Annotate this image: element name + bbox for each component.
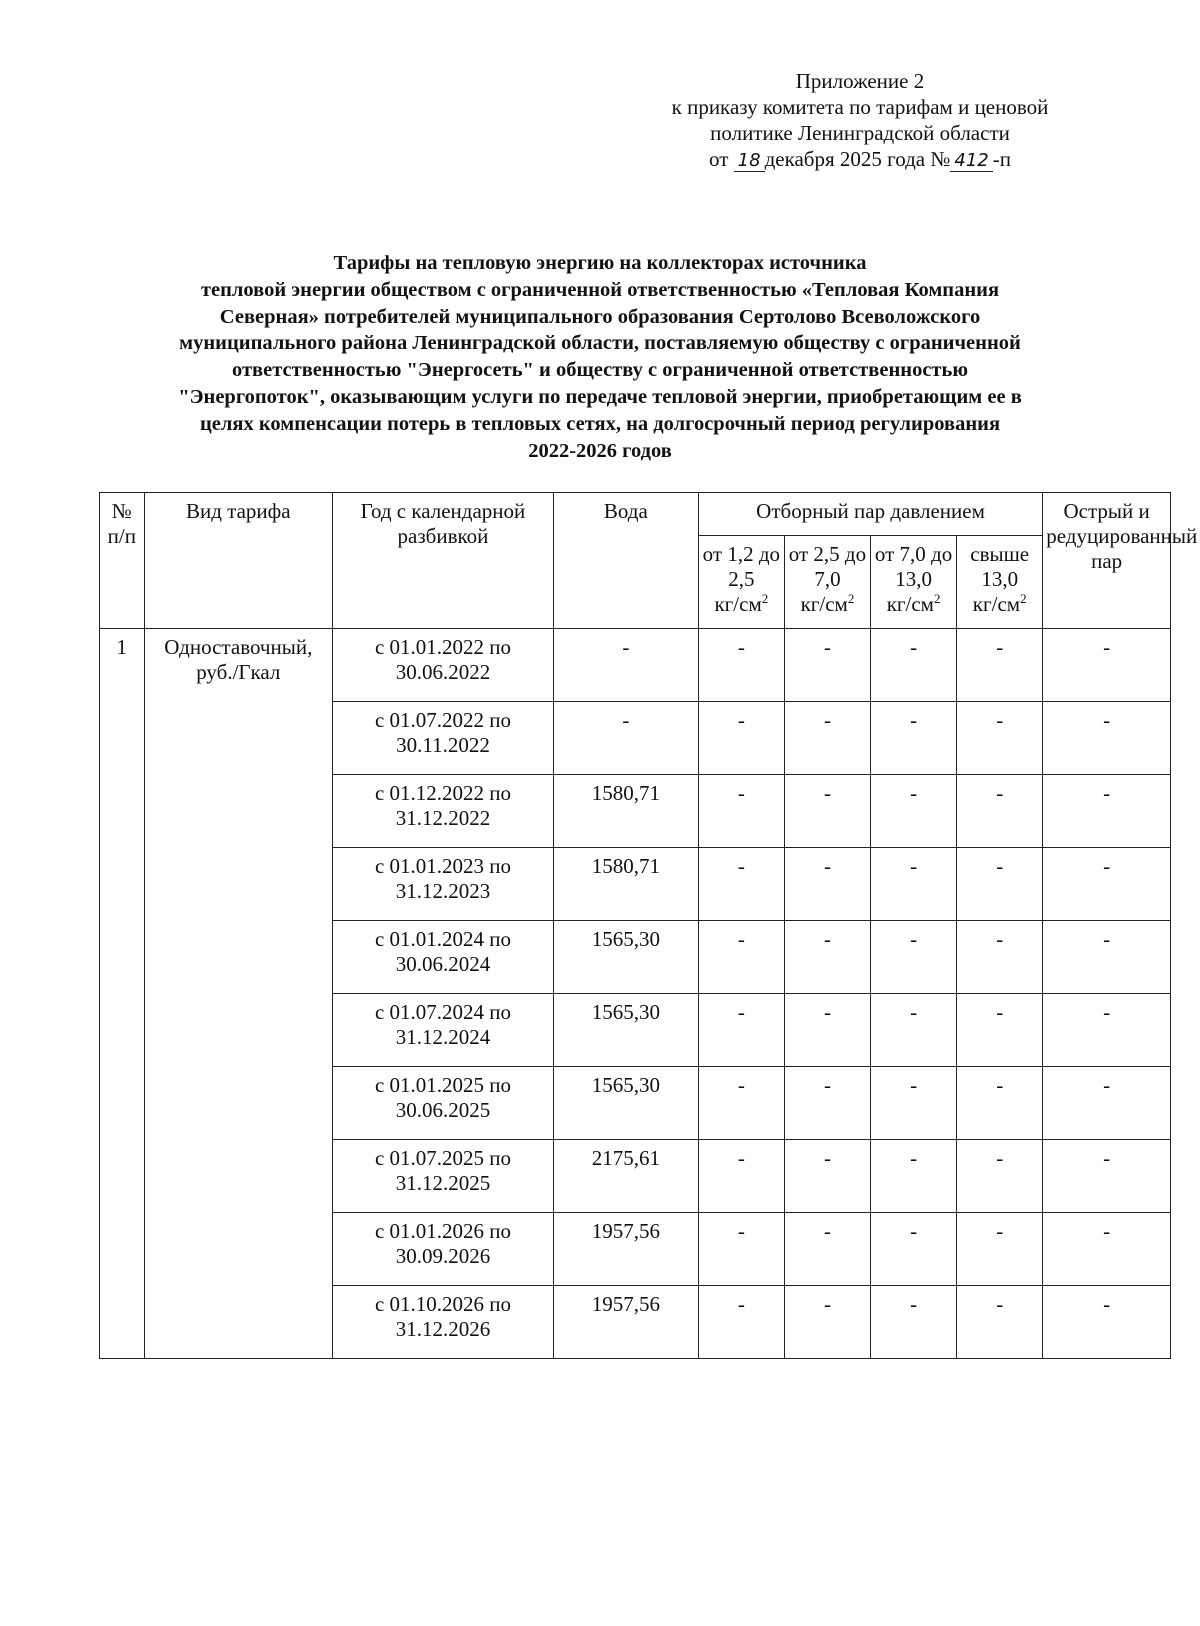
appendix-line-3: политике Ленинградской области bbox=[710, 121, 1010, 145]
row-p3: - bbox=[871, 1067, 957, 1140]
tariff-table bbox=[99, 492, 1198, 1359]
appendix-line-1: Приложение 2 bbox=[795, 69, 925, 93]
handwritten-day: 18 bbox=[734, 151, 765, 172]
order-suffix: -п bbox=[992, 147, 1011, 171]
row-p4: - bbox=[957, 1286, 1043, 1359]
row-p4: - bbox=[957, 994, 1043, 1067]
row-p3: - bbox=[871, 994, 957, 1067]
header-pressure-2 bbox=[784, 536, 870, 629]
row-period: с 01.01.2023 по 31.12.2023 bbox=[333, 848, 554, 921]
appendix-date-line bbox=[600, 146, 1120, 172]
header-pressure-4-unit-exp: 2 bbox=[1020, 591, 1027, 606]
row-water: 1580,71 bbox=[553, 775, 698, 848]
header-sharp-steam: Острый и редуцированный пар bbox=[1043, 493, 1171, 629]
row-p1: - bbox=[698, 775, 784, 848]
header-pressure-3-unit: кг/см bbox=[886, 592, 934, 616]
title-line-8: 2022-2026 годов bbox=[528, 439, 672, 462]
title-line-5: ответственностью "Энергосеть" и обществу с ограниченной ответственностью bbox=[231, 359, 969, 382]
row-period: с 01.01.2024 по 30.06.2024 bbox=[333, 921, 554, 994]
row-sharp: - bbox=[1043, 775, 1171, 848]
row-water: 1565,30 bbox=[553, 994, 698, 1067]
group-tariff-type: Одноставочный, руб./Гкал bbox=[144, 629, 332, 1359]
row-sharp: - bbox=[1043, 848, 1171, 921]
header-num bbox=[100, 493, 145, 629]
header-period: Год с календарной разбивкой bbox=[333, 493, 554, 629]
row-period: с 01.07.2024 по 31.12.2024 bbox=[333, 994, 554, 1067]
header-pressure-3-unit-exp: 2 bbox=[933, 591, 941, 606]
header-pressure-1-range: от 1,2 до 2,5 bbox=[702, 542, 781, 591]
appendix-line-2: к приказу комитета по тарифам и ценовой bbox=[671, 95, 1049, 119]
row-p1: - bbox=[698, 1140, 784, 1213]
row-p4: - bbox=[957, 629, 1043, 702]
document-title bbox=[80, 250, 1120, 464]
row-sharp: - bbox=[1043, 1067, 1171, 1140]
header-pressure-2-unit-exp: 2 bbox=[847, 591, 855, 606]
row-p1: - bbox=[698, 994, 784, 1067]
date-prefix: от bbox=[709, 147, 729, 171]
row-p1: - bbox=[698, 1213, 784, 1286]
header-pressure-4 bbox=[957, 536, 1043, 629]
row-water: 1580,71 bbox=[553, 848, 698, 921]
row-p1: - bbox=[698, 629, 784, 702]
row-water: 2175,61 bbox=[553, 1140, 698, 1213]
row-p2: - bbox=[784, 775, 870, 848]
table-row bbox=[100, 629, 1171, 702]
row-p4: - bbox=[957, 1140, 1043, 1213]
row-p2: - bbox=[784, 702, 870, 775]
row-p1: - bbox=[698, 702, 784, 775]
title-line-1: Тарифы на тепловую энергию на коллекторах источника bbox=[333, 252, 867, 274]
header-pressure-2-unit: кг/см bbox=[800, 592, 848, 616]
header-pressure-1-unit: кг/см bbox=[714, 592, 762, 616]
row-p4: - bbox=[957, 1067, 1043, 1140]
row-p3: - bbox=[871, 1140, 957, 1213]
date-middle: декабря 2025 года № bbox=[764, 147, 951, 171]
header-num-line-2: п/п bbox=[107, 524, 136, 548]
row-p2: - bbox=[784, 629, 870, 702]
row-water: 1565,30 bbox=[553, 1067, 698, 1140]
row-sharp: - bbox=[1043, 702, 1171, 775]
row-p3: - bbox=[871, 629, 957, 702]
row-period: с 01.10.2026 по 31.12.2026 bbox=[333, 1286, 554, 1359]
row-period: с 01.01.2022 по 30.06.2022 bbox=[333, 629, 554, 702]
row-p2: - bbox=[784, 1140, 870, 1213]
row-period: с 01.07.2025 по 31.12.2025 bbox=[333, 1140, 554, 1213]
row-p4: - bbox=[957, 775, 1043, 848]
row-p2: - bbox=[784, 848, 870, 921]
row-p3: - bbox=[871, 848, 957, 921]
title-line-4: муниципального района Ленинградской области, поставляемую обществу с ограниченной bbox=[179, 332, 1021, 355]
row-p1: - bbox=[698, 1067, 784, 1140]
row-sharp: - bbox=[1043, 629, 1171, 702]
row-p4: - bbox=[957, 702, 1043, 775]
row-water: 1565,30 bbox=[553, 921, 698, 994]
row-period: с 01.12.2022 по 31.12.2022 bbox=[333, 775, 554, 848]
row-water: 1957,56 bbox=[553, 1213, 698, 1286]
title-line-7: целях компенсации потерь в тепловых сетях, на долгосрочный период регулирования bbox=[199, 412, 1001, 435]
row-p2: - bbox=[784, 1213, 870, 1286]
header-num-line-1: № bbox=[111, 499, 132, 523]
appendix-header bbox=[600, 68, 1120, 172]
row-p1: - bbox=[698, 848, 784, 921]
row-p2: - bbox=[784, 1286, 870, 1359]
row-sharp: - bbox=[1043, 921, 1171, 994]
row-sharp: - bbox=[1043, 1286, 1171, 1359]
row-p1: - bbox=[698, 1286, 784, 1359]
title-line-2: тепловой энергии обществом с ограниченной ответственностью «Тепловая Компания bbox=[200, 278, 1000, 301]
title-line-3: Северная» потребителей муниципального образования Сертолово Всеволожского bbox=[219, 305, 981, 328]
row-period: с 01.01.2026 по 30.09.2026 bbox=[333, 1213, 554, 1286]
row-sharp: - bbox=[1043, 1140, 1171, 1213]
header-water: Вода bbox=[553, 493, 698, 629]
header-steam-group: Отборный пар давлением bbox=[698, 493, 1042, 536]
row-p2: - bbox=[784, 921, 870, 994]
row-p4: - bbox=[957, 921, 1043, 994]
header-pressure-4-range: свыше 13,0 bbox=[970, 542, 1030, 591]
row-p4: - bbox=[957, 1213, 1043, 1286]
group-num: 1 bbox=[100, 629, 145, 1359]
row-p2: - bbox=[784, 994, 870, 1067]
header-pressure-2-range: от 2,5 до 7,0 bbox=[788, 542, 867, 591]
header-type: Вид тарифа bbox=[144, 493, 332, 629]
row-water: 1957,56 bbox=[553, 1286, 698, 1359]
row-water: - bbox=[553, 702, 698, 775]
row-p3: - bbox=[871, 921, 957, 994]
header-pressure-1-unit-exp: 2 bbox=[761, 591, 769, 606]
header-pressure-3-range: от 7,0 до 13,0 bbox=[874, 542, 953, 591]
header-pressure-3 bbox=[871, 536, 957, 629]
row-p4: - bbox=[957, 848, 1043, 921]
row-p2: - bbox=[784, 1067, 870, 1140]
handwritten-order-number: 412 bbox=[950, 151, 992, 172]
row-period: с 01.07.2022 по 30.11.2022 bbox=[333, 702, 554, 775]
header-pressure-4-unit: кг/см bbox=[972, 592, 1021, 616]
title-line-6: "Энергопоток", оказывающим услуги по передаче тепловой энергии, приобретающим ее в bbox=[178, 385, 1022, 408]
row-p3: - bbox=[871, 702, 957, 775]
row-period: с 01.01.2025 по 30.06.2025 bbox=[333, 1067, 554, 1140]
row-p3: - bbox=[871, 1286, 957, 1359]
row-water: - bbox=[553, 629, 698, 702]
header-pressure-1 bbox=[698, 536, 784, 629]
row-sharp: - bbox=[1043, 994, 1171, 1067]
row-p3: - bbox=[871, 775, 957, 848]
row-p3: - bbox=[871, 1213, 957, 1286]
row-p1: - bbox=[698, 921, 784, 994]
row-sharp: - bbox=[1043, 1213, 1171, 1286]
